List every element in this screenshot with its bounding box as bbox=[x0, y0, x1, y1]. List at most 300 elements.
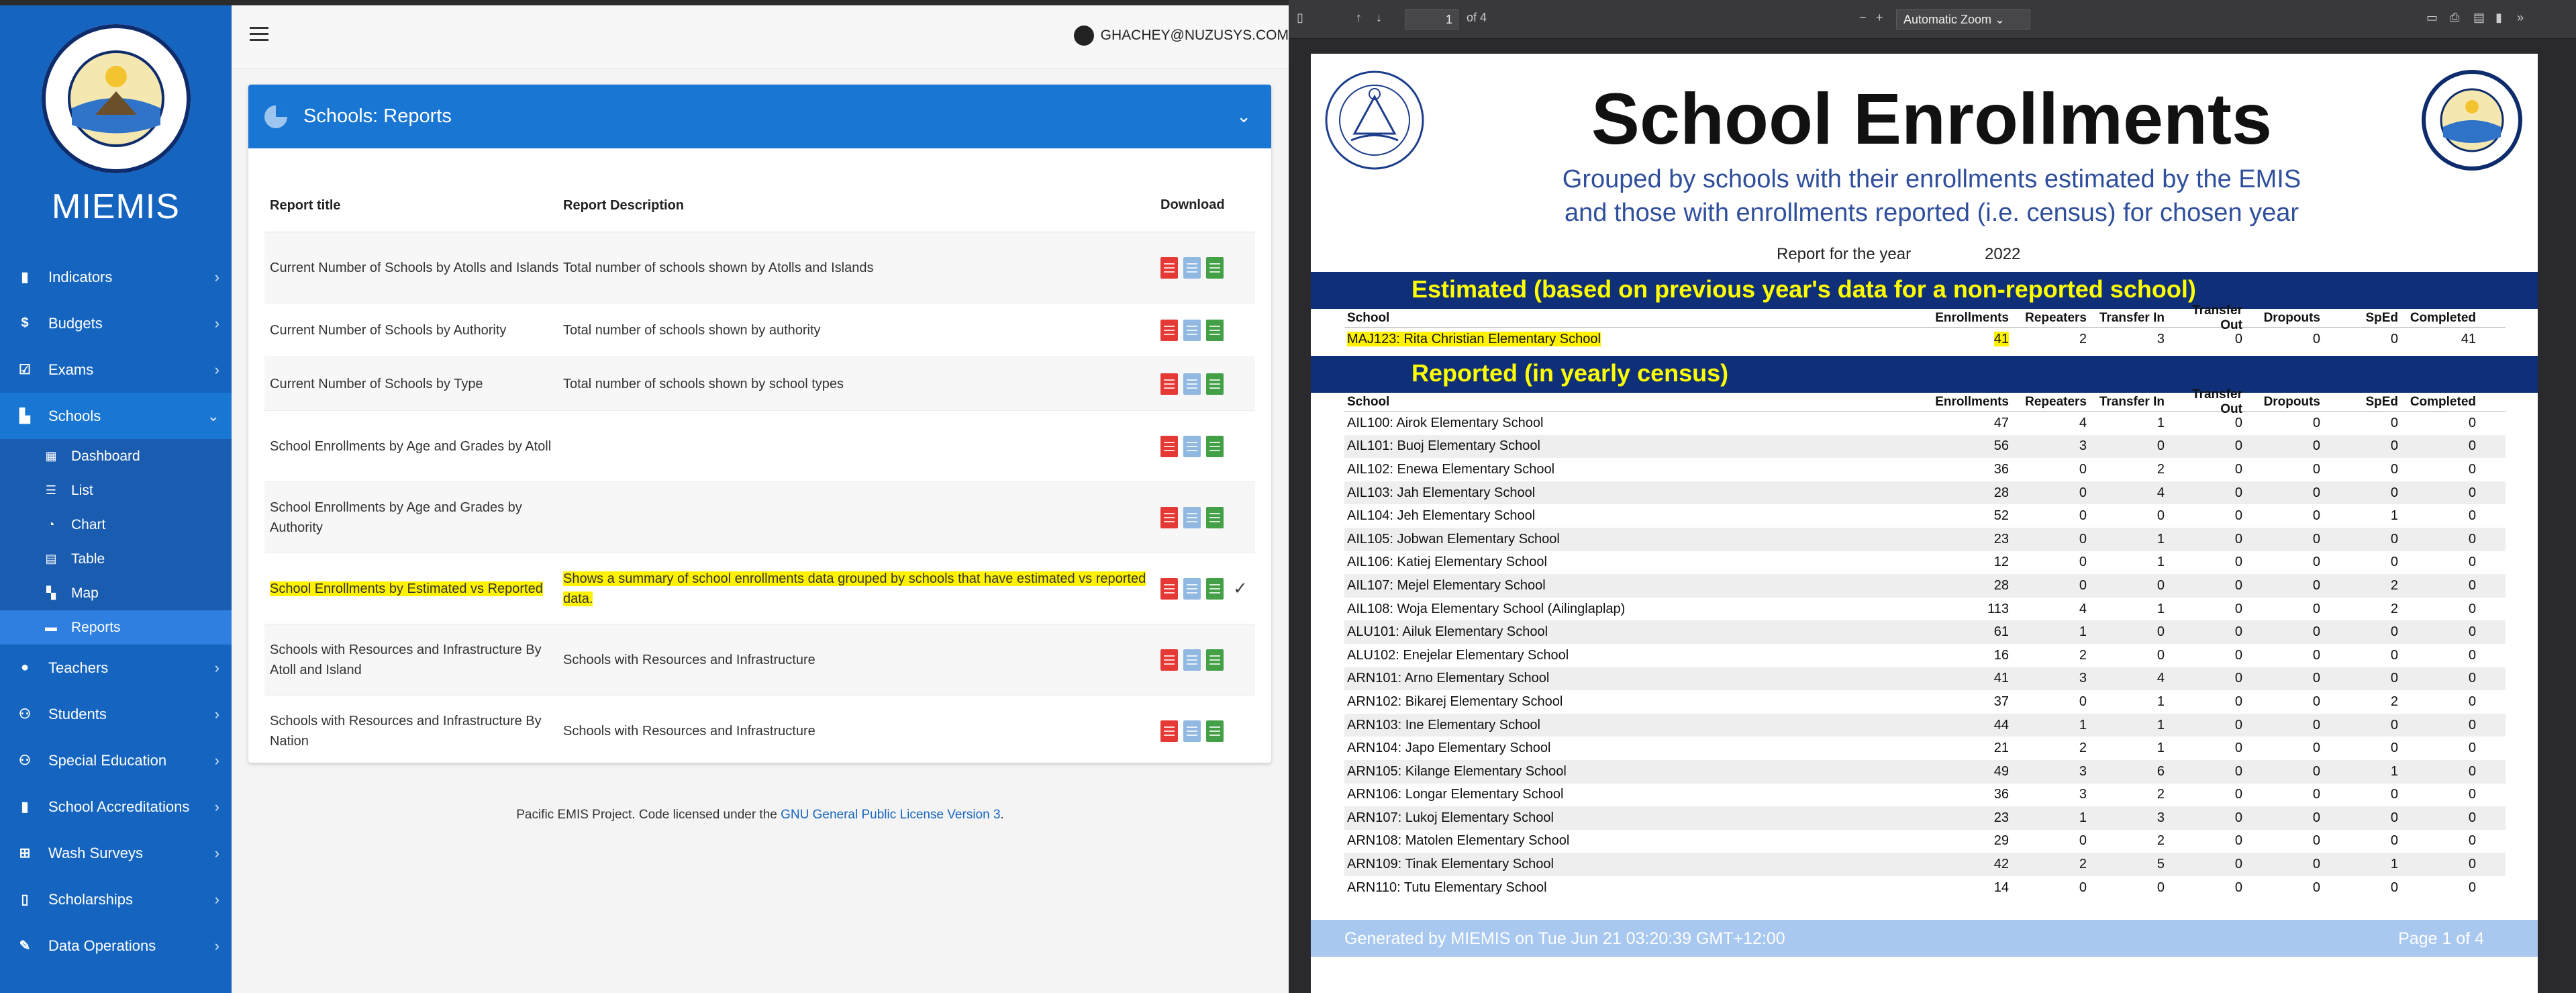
pdf-download-icon[interactable] bbox=[1160, 507, 1178, 528]
excel-download-icon[interactable] bbox=[1206, 436, 1224, 457]
card-header[interactable] bbox=[248, 85, 1271, 148]
sidebar-subitem-table[interactable] bbox=[0, 542, 232, 576]
repeaters-cell: 4 bbox=[2079, 601, 2087, 616]
reported-row bbox=[1344, 481, 2506, 505]
repeaters-cell: 3 bbox=[2079, 787, 2087, 802]
download-buttons bbox=[1160, 257, 1255, 279]
print-icon[interactable]: ⎙ bbox=[2450, 11, 2460, 24]
transfer-out-cell: 0 bbox=[2234, 857, 2242, 872]
excel-download-icon[interactable] bbox=[1206, 578, 1224, 600]
col-repeaters: Repeaters bbox=[2025, 310, 2087, 325]
report-description: Total number of schools shown by Atolls and Islands bbox=[563, 260, 874, 275]
school-cell: ARN108: Matolen Elementary School bbox=[1347, 833, 1570, 849]
enrollments-cell: 113 bbox=[1987, 601, 2009, 616]
dropouts-cell: 0 bbox=[2312, 438, 2320, 454]
reported-table-body bbox=[1344, 412, 2506, 899]
repeaters-cell: 3 bbox=[2079, 438, 2087, 454]
bookmark-icon[interactable]: ▮ bbox=[2495, 11, 2502, 24]
report-description bbox=[563, 569, 1160, 609]
school-cell: ARN101: Arno Elementary School bbox=[1347, 671, 1550, 686]
hamburger-menu-icon[interactable] bbox=[250, 27, 268, 42]
school-cell: ALU102: Enejelar Elementary School bbox=[1347, 647, 1569, 663]
report-title: School Enrollments by Age and Grades by Atoll bbox=[270, 438, 552, 454]
download-buttons bbox=[1160, 373, 1255, 395]
repeaters-cell: 0 bbox=[2079, 555, 2087, 570]
completed-cell: 0 bbox=[2468, 694, 2476, 709]
word-download-icon[interactable] bbox=[1183, 507, 1201, 528]
dropouts-cell: 0 bbox=[2312, 331, 2320, 346]
download-buttons bbox=[1160, 649, 1255, 671]
chevron-down-icon: ⌄ bbox=[207, 407, 219, 424]
wrench-icon: ✎ bbox=[19, 939, 31, 953]
repeaters-cell: 0 bbox=[2079, 833, 2087, 849]
reported-row bbox=[1344, 784, 2506, 807]
transfer-in-cell: 0 bbox=[2157, 577, 2165, 593]
sidebar-subitem-map[interactable] bbox=[0, 576, 232, 610]
transfer-in-cell: 1 bbox=[2157, 415, 2165, 430]
transfer-in-cell: 1 bbox=[2157, 531, 2165, 547]
transfer-in-cell: 1 bbox=[2157, 717, 2165, 732]
school-cell: AIL102: Enewa Elementary School bbox=[1347, 461, 1555, 477]
col-dropouts: Dropouts bbox=[2263, 310, 2320, 325]
dropouts-cell: 0 bbox=[2312, 601, 2320, 616]
dropouts-cell: 0 bbox=[2312, 508, 2320, 524]
reported-table bbox=[1344, 387, 2506, 899]
viewer-toolbar bbox=[1289, 0, 2576, 39]
sidebar-item-label: Schools bbox=[48, 407, 101, 424]
reported-row bbox=[1344, 528, 2506, 551]
reports-table bbox=[264, 179, 1255, 767]
folder-icon: ▬ bbox=[45, 620, 57, 634]
col-download: Download bbox=[1160, 197, 1225, 212]
school-cell: AIL107: Mejel Elementary School bbox=[1347, 577, 1546, 593]
reported-row bbox=[1344, 551, 2506, 575]
reported-row bbox=[1344, 574, 2506, 598]
transfer-in-cell: 0 bbox=[2157, 438, 2165, 454]
completed-cell: 0 bbox=[2468, 880, 2476, 895]
pdf-download-icon[interactable] bbox=[1160, 720, 1178, 742]
sidebar-item-label: Budgets bbox=[48, 314, 103, 332]
plus-box-icon: ⊞ bbox=[19, 846, 31, 861]
sped-cell: 0 bbox=[2390, 717, 2398, 732]
generated-by-text: Generated by MIEMIS on Tue Jun 21 03:20:39 GMT+12:00 bbox=[1344, 929, 1785, 948]
completed-cell: 0 bbox=[2468, 741, 2476, 756]
table-row bbox=[264, 624, 1255, 696]
chevron-right-icon: › bbox=[214, 705, 219, 722]
enrollments-cell: 36 bbox=[1993, 461, 2009, 477]
transfer-in-cell: 0 bbox=[2157, 508, 2165, 524]
sidebar-item-students[interactable] bbox=[0, 691, 232, 737]
reported-row bbox=[1344, 714, 2506, 737]
transfer-in-cell: 0 bbox=[2157, 880, 2165, 895]
sped-cell: 2 bbox=[2390, 601, 2398, 616]
sidebar-item-scholarships[interactable] bbox=[0, 876, 232, 923]
pie-chart-icon bbox=[264, 105, 287, 128]
user-email: GHACHEY@NUZUSYS.COM bbox=[1100, 28, 1289, 43]
school-cell: AIL100: Airok Elementary School bbox=[1347, 415, 1544, 430]
word-download-icon[interactable] bbox=[1183, 320, 1201, 341]
sidebar-item-special-education[interactable] bbox=[0, 737, 232, 784]
reported-row bbox=[1344, 504, 2506, 528]
completed-cell: 0 bbox=[2468, 461, 2476, 477]
sped-cell: 0 bbox=[2390, 438, 2398, 454]
chevron-right-icon: › bbox=[214, 798, 219, 815]
sidebar-subitem-list[interactable] bbox=[0, 473, 232, 508]
download-buttons bbox=[1160, 320, 1255, 341]
col-transfer-in: Transfer In bbox=[2099, 394, 2165, 409]
school-cell: AIL108: Woja Elementary School (Ailinglaplap) bbox=[1347, 601, 1626, 616]
sidebar-item-label: Indicators bbox=[48, 268, 113, 285]
completed-cell: 0 bbox=[2468, 857, 2476, 872]
zoom-out-icon[interactable]: − bbox=[1859, 11, 1867, 24]
report-title: Current Number of Schools by Type bbox=[270, 376, 483, 391]
sidebar-item-schools[interactable] bbox=[0, 393, 232, 439]
col-repeaters: Repeaters bbox=[2025, 394, 2087, 409]
school-cell: AIL105: Jobwan Elementary School bbox=[1347, 531, 1560, 547]
sped-cell: 0 bbox=[2390, 787, 2398, 802]
report-description-text: Shows a summary of school enrollments data grouped by schools that have estimated vs reported data. bbox=[563, 571, 1146, 606]
school-cell: AIL101: Buoj Elementary School bbox=[1347, 438, 1540, 454]
school-cell: ARN103: Ine Elementary School bbox=[1347, 717, 1540, 732]
repeaters-cell: 2 bbox=[2079, 331, 2087, 346]
transfer-in-cell: 2 bbox=[2157, 461, 2165, 477]
download-buttons bbox=[1160, 436, 1255, 457]
sidebar-item-label: Teachers bbox=[48, 659, 109, 676]
repeaters-cell: 0 bbox=[2079, 508, 2087, 524]
col-school: School bbox=[1347, 394, 1390, 409]
sidebar-item-wash-surveys[interactable] bbox=[0, 830, 232, 876]
repeaters-cell: 2 bbox=[2079, 741, 2087, 756]
table-row bbox=[264, 411, 1255, 482]
word-download-icon[interactable] bbox=[1183, 720, 1201, 742]
word-download-icon[interactable] bbox=[1183, 578, 1201, 600]
sidebar-subitem-chart[interactable] bbox=[0, 508, 232, 542]
subitem-label: Map bbox=[71, 585, 99, 601]
chevron-down-icon[interactable]: ⌄ bbox=[1236, 106, 1251, 126]
sped-cell: 0 bbox=[2390, 741, 2398, 756]
repeaters-cell: 0 bbox=[2079, 880, 2087, 895]
people-icon: ⚇ bbox=[19, 753, 31, 768]
pdf-download-icon[interactable] bbox=[1160, 320, 1178, 341]
dropouts-cell: 0 bbox=[2312, 577, 2320, 593]
subitem-label: Reports bbox=[71, 619, 121, 635]
completed-cell: 0 bbox=[2468, 810, 2476, 825]
transfer-out-cell: 0 bbox=[2234, 461, 2242, 477]
chart-bar-icon: ▮ bbox=[21, 270, 29, 285]
transfer-out-cell: 0 bbox=[2234, 508, 2242, 524]
pdf-page bbox=[1311, 54, 2538, 993]
enrollments-cell: 56 bbox=[1993, 438, 2009, 454]
completed-cell: 0 bbox=[2468, 671, 2476, 686]
enrollments-cell: 52 bbox=[1993, 508, 2009, 524]
sidebar-item-data-operations[interactable] bbox=[0, 923, 232, 969]
completed-cell: 0 bbox=[2468, 601, 2476, 616]
transfer-in-cell: 0 bbox=[2157, 624, 2165, 640]
transfer-out-cell: 0 bbox=[2234, 694, 2242, 709]
next-page-icon[interactable]: ↓ bbox=[1376, 11, 1382, 24]
reported-row bbox=[1344, 598, 2506, 621]
excel-download-icon[interactable] bbox=[1206, 649, 1224, 671]
pdf-download-icon[interactable] bbox=[1160, 373, 1178, 395]
excel-download-icon[interactable] bbox=[1206, 257, 1224, 279]
reported-row bbox=[1344, 876, 2506, 900]
sped-cell: 0 bbox=[2390, 833, 2398, 849]
sidebar-subitem-reports[interactable] bbox=[0, 610, 232, 645]
license-link[interactable]: GNU General Public License Version 3 bbox=[781, 808, 1001, 822]
reports-card bbox=[248, 85, 1271, 763]
excel-download-icon[interactable] bbox=[1206, 720, 1224, 742]
pie-icon: ◔ bbox=[47, 518, 55, 531]
reported-row bbox=[1344, 760, 2506, 784]
dropouts-cell: 0 bbox=[2312, 880, 2320, 895]
school-cell: ARN105: Kilange Elementary School bbox=[1347, 763, 1567, 779]
repeaters-cell: 0 bbox=[2079, 694, 2087, 709]
subitem-label: Chart bbox=[71, 516, 106, 532]
sped-cell: 0 bbox=[2390, 810, 2398, 825]
subtitle-line-2: and those with enrollments reported (i.e. census) for chosen year bbox=[1564, 199, 2299, 227]
excel-download-icon[interactable] bbox=[1206, 320, 1224, 341]
reported-row bbox=[1344, 435, 2506, 459]
enrollments-cell: 21 bbox=[1993, 741, 2009, 756]
dropouts-cell: 0 bbox=[2312, 624, 2320, 640]
transfer-in-cell: 1 bbox=[2157, 741, 2165, 756]
dropouts-cell: 0 bbox=[2312, 461, 2320, 477]
transfer-out-cell: 0 bbox=[2234, 438, 2242, 454]
enrollments-cell: 28 bbox=[1993, 577, 2009, 593]
pdf-download-icon[interactable] bbox=[1160, 436, 1178, 457]
person-icon: ● bbox=[20, 660, 30, 675]
col-school: School bbox=[1347, 310, 1390, 325]
school-cell: AIL104: Jeh Elementary School bbox=[1347, 508, 1536, 524]
excel-download-icon[interactable] bbox=[1206, 373, 1224, 395]
completed-cell: 0 bbox=[2468, 438, 2476, 454]
dollar-icon: $ bbox=[21, 316, 29, 330]
sidebar-item-school-accreditations[interactable] bbox=[0, 784, 232, 830]
word-download-icon[interactable] bbox=[1183, 373, 1201, 395]
transfer-out-cell: 0 bbox=[2234, 787, 2242, 802]
previous-page-icon[interactable]: ↑ bbox=[1356, 11, 1362, 24]
main-content bbox=[232, 69, 1289, 993]
school-cell bbox=[1344, 332, 1935, 347]
transfer-out-cell: 0 bbox=[2234, 810, 2242, 825]
completed-cell: 0 bbox=[2468, 555, 2476, 570]
sidebar-item-exams[interactable] bbox=[0, 346, 232, 393]
pdf-download-icon[interactable] bbox=[1160, 649, 1178, 671]
footer-end: . bbox=[1000, 808, 1004, 822]
transfer-in-cell: 5 bbox=[2157, 857, 2165, 872]
page-footer bbox=[232, 808, 1289, 822]
table-row-selected bbox=[264, 553, 1255, 624]
table-header bbox=[264, 179, 1255, 232]
enrollments-cell: 44 bbox=[1993, 717, 2009, 732]
school-cell: ARN107: Lukoj Elementary School bbox=[1347, 810, 1554, 825]
col-enrollments: Enrollments bbox=[1935, 394, 2009, 409]
report-description: Total number of schools shown by school types bbox=[563, 376, 844, 391]
sidebar-item-budgets[interactable] bbox=[0, 300, 232, 346]
completed-cell: 0 bbox=[2468, 531, 2476, 547]
repeaters-cell: 4 bbox=[2079, 415, 2087, 430]
download-buttons bbox=[1160, 578, 1255, 600]
word-download-icon[interactable] bbox=[1183, 257, 1201, 279]
transfer-in-cell: 0 bbox=[2157, 647, 2165, 663]
chevron-right-icon: › bbox=[214, 659, 219, 676]
dropouts-cell: 0 bbox=[2312, 415, 2320, 430]
transfer-out-cell: 0 bbox=[2234, 717, 2242, 732]
col-completed: Completed bbox=[2410, 394, 2476, 409]
school-cell: ARN109: Tinak Elementary School bbox=[1347, 857, 1554, 872]
transfer-in-cell: 3 bbox=[2157, 810, 2165, 825]
pdf-footer bbox=[1311, 920, 2538, 957]
dropouts-cell: 0 bbox=[2312, 787, 2320, 802]
word-download-icon[interactable] bbox=[1183, 649, 1201, 671]
report-title: Current Number of Schools by Atolls and Islands bbox=[270, 260, 559, 275]
sped-cell: 1 bbox=[2390, 508, 2398, 524]
sidebar-item-indicators[interactable] bbox=[0, 254, 232, 300]
download-buttons bbox=[1160, 507, 1255, 528]
presentation-icon[interactable]: ▭ bbox=[2426, 11, 2438, 24]
list-icon: ☰ bbox=[45, 483, 57, 497]
enrollments-cell: 23 bbox=[1993, 531, 2009, 547]
report-title bbox=[264, 579, 563, 599]
chart-bar-icon: ▮ bbox=[21, 800, 29, 814]
col-enrollments: Enrollments bbox=[1935, 310, 2009, 325]
transfer-out-cell: 0 bbox=[2234, 833, 2242, 849]
chevron-right-icon: › bbox=[214, 268, 219, 285]
estimated-table bbox=[1344, 303, 2506, 351]
table-icon: ▤ bbox=[45, 552, 57, 565]
report-title-text: School Enrollments by Estimated vs Reported bbox=[270, 581, 543, 596]
repeaters-cell: 0 bbox=[2079, 531, 2087, 547]
table-row bbox=[264, 357, 1255, 411]
report-description: Schools with Resources and Infrastructure bbox=[563, 652, 815, 667]
report-title: School Enrollments by Age and Grades by Authority bbox=[270, 500, 522, 535]
enrollments-cell: 23 bbox=[1993, 810, 2009, 825]
repeaters-cell: 2 bbox=[2079, 647, 2087, 663]
enrollments-cell: 12 bbox=[1993, 555, 2009, 570]
dropouts-cell: 0 bbox=[2312, 833, 2320, 849]
table-row bbox=[264, 696, 1255, 767]
enrollments-cell: 42 bbox=[1993, 857, 2009, 872]
school-cell: ARN110: Tutu Elementary School bbox=[1347, 880, 1547, 895]
chevron-right-icon: › bbox=[214, 844, 219, 861]
report-description: Schools with Resources and Infrastructure bbox=[563, 723, 815, 739]
reported-row bbox=[1344, 690, 2506, 714]
sped-cell: 1 bbox=[2390, 763, 2398, 779]
zoom-select[interactable]: Automatic Zoom ⌄ bbox=[1896, 9, 2030, 30]
page-number-input[interactable]: 1 bbox=[1405, 9, 1458, 30]
save-icon[interactable]: ▤ bbox=[2473, 11, 2485, 24]
transfer-in-cell: 1 bbox=[2157, 555, 2165, 570]
school-cell: ARN104: Japo Elementary School bbox=[1347, 741, 1551, 756]
completed-cell: 0 bbox=[2468, 624, 2476, 640]
sidebar-item-label: Data Operations bbox=[48, 937, 156, 954]
page-count: of 4 bbox=[1467, 11, 1487, 24]
col-dropouts: Dropouts bbox=[2263, 394, 2320, 409]
school-cell: ARN106: Longar Elementary School bbox=[1347, 787, 1564, 802]
sidebar-toggle-icon[interactable]: ▯ bbox=[1297, 11, 1303, 24]
school-cell: ALU101: Ailuk Elementary School bbox=[1347, 624, 1548, 640]
school-cell: AIL106: Katiej Elementary School bbox=[1347, 555, 1547, 570]
sidebar-item-teachers[interactable] bbox=[0, 645, 232, 691]
transfer-out-cell: 0 bbox=[2234, 741, 2242, 756]
chevron-right-icon: › bbox=[214, 890, 219, 908]
table-body bbox=[264, 232, 1255, 767]
reported-row bbox=[1344, 853, 2506, 876]
pdf-page-indicator: Page 1 of 4 bbox=[2398, 929, 2484, 948]
completed-cell: 0 bbox=[2468, 833, 2476, 849]
dropouts-cell: 0 bbox=[2312, 763, 2320, 779]
checkmark-icon: ✓ bbox=[1233, 578, 1248, 598]
subtitle-line-1: Grouped by schools with their enrollments estimated by the EMIS bbox=[1562, 165, 2301, 193]
footer-text: Pacific EMIS Project. Code licensed under the bbox=[516, 808, 781, 822]
estimated-heading: Estimated (based on previous year's data for a non-reported school) bbox=[1411, 275, 2196, 303]
pdf-download-icon[interactable] bbox=[1160, 257, 1178, 279]
reported-heading-band bbox=[1311, 356, 2538, 393]
chevron-right-icon: › bbox=[214, 361, 219, 378]
dropouts-cell: 0 bbox=[2312, 647, 2320, 663]
enrollments-cell: 28 bbox=[1993, 485, 2009, 500]
sped-cell: 2 bbox=[2390, 577, 2398, 593]
word-download-icon[interactable] bbox=[1183, 436, 1201, 457]
sidebar-subitem-dashboard[interactable] bbox=[0, 439, 232, 473]
sidebar-item-label: Scholarships bbox=[48, 890, 133, 908]
table-row bbox=[264, 482, 1255, 553]
sidebar-item-label: Exams bbox=[48, 361, 94, 378]
tools-menu-icon[interactable]: » bbox=[2517, 11, 2524, 24]
user-menu[interactable] bbox=[1074, 26, 1289, 46]
pdf-title: School Enrollments bbox=[1591, 78, 2273, 159]
download-buttons bbox=[1160, 720, 1255, 742]
sped-cell: 0 bbox=[2390, 415, 2398, 430]
reported-row bbox=[1344, 458, 2506, 481]
repeaters-cell: 3 bbox=[2079, 763, 2087, 779]
col-transfer-in: Transfer In bbox=[2099, 310, 2165, 325]
pdf-download-icon[interactable] bbox=[1160, 578, 1178, 600]
col-transfer-out: Transfer Out bbox=[2192, 303, 2242, 332]
app-title: MIEMIS bbox=[52, 187, 180, 226]
people-icon: ⚇ bbox=[19, 707, 31, 722]
sped-cell: 0 bbox=[2390, 671, 2398, 686]
col-completed: Completed bbox=[2410, 310, 2476, 325]
reported-row bbox=[1344, 806, 2506, 830]
estimated-table-header bbox=[1344, 303, 2506, 332]
school-cell: ARN102: Bikarej Elementary School bbox=[1347, 694, 1563, 709]
enrollments-cell: 47 bbox=[1993, 415, 2009, 430]
excel-download-icon[interactable] bbox=[1206, 507, 1224, 528]
checkbox-icon: ☑ bbox=[19, 363, 31, 377]
card-title: Schools: Reports bbox=[303, 105, 452, 127]
transfer-in-cell: 4 bbox=[2157, 671, 2165, 686]
transfer-in-cell: 3 bbox=[2157, 331, 2165, 346]
repeaters-cell: 1 bbox=[2079, 624, 2087, 640]
reported-row bbox=[1344, 737, 2506, 760]
account-circle-icon bbox=[1074, 26, 1094, 46]
transfer-out-cell: 0 bbox=[2234, 331, 2242, 346]
school-icon: ▙ bbox=[19, 409, 30, 424]
zoom-in-icon[interactable]: + bbox=[1876, 11, 1883, 24]
transfer-out-cell: 0 bbox=[2234, 531, 2242, 547]
dropouts-cell: 0 bbox=[2312, 694, 2320, 709]
dropouts-cell: 0 bbox=[2312, 857, 2320, 872]
sped-cell: 0 bbox=[2390, 531, 2398, 547]
sidebar-nav bbox=[0, 254, 232, 969]
enrollments-cell: 37 bbox=[1993, 694, 2009, 709]
col-sped: SpEd bbox=[2365, 310, 2398, 325]
sidebar-item-label: School Accreditations bbox=[48, 798, 190, 815]
enrollments-cell: 36 bbox=[1993, 787, 2009, 802]
document-icon: ▯ bbox=[21, 892, 29, 907]
col-report-description: Report Description bbox=[563, 197, 685, 213]
